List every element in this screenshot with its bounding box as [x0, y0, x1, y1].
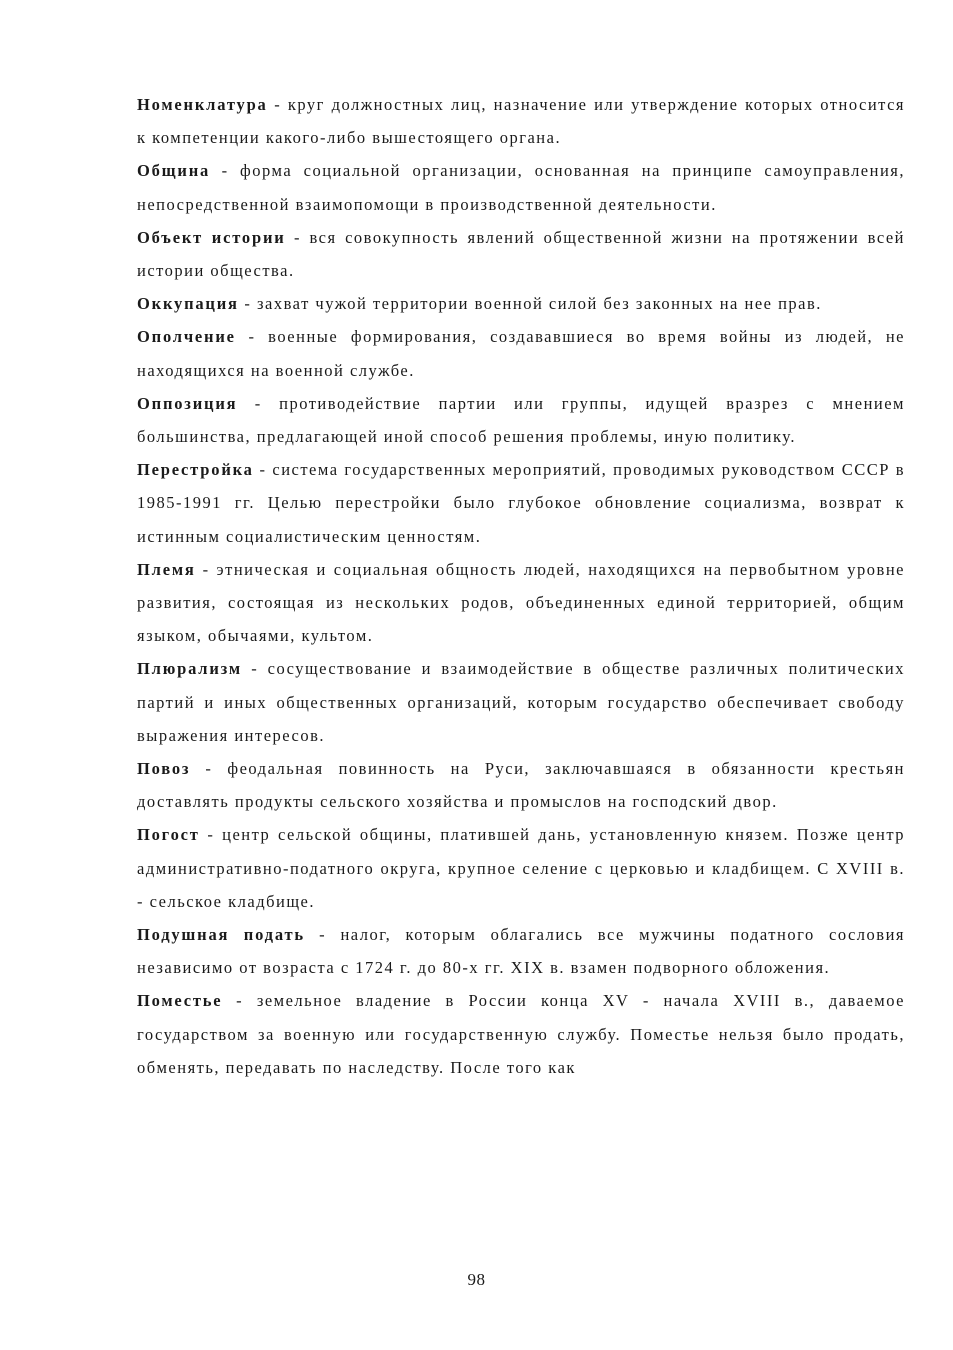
- entry-term: Поместье: [137, 991, 223, 1011]
- entry-definition: - круг должностных лиц, назначение или утверждение которых относится к компетенции какого-либо вышестоящего органа.: [137, 95, 905, 148]
- entry-plemya: [137, 553, 905, 653]
- entry-oppozitsiya: [137, 387, 905, 453]
- entry-definition: - захват чужой территории военной силой без законных на нее прав.: [238, 294, 822, 314]
- entry-term: Подушная подать: [137, 925, 305, 945]
- entry-plyuralizm: [137, 652, 905, 752]
- entry-pomestie: [137, 984, 905, 1084]
- entry-obekt-istorii: [137, 221, 905, 287]
- entry-definition: - форма социальной организации, основанная на принципе самоуправления, непосредственной взаимопомощи в производственной деятельности.: [137, 161, 905, 214]
- entry-term: Община: [137, 161, 211, 181]
- entry-okkupatsiya: [137, 287, 905, 320]
- entry-nomenklatura: [137, 88, 905, 154]
- entry-perestroyka: [137, 453, 905, 553]
- entry-term: Погост: [137, 825, 200, 845]
- entry-pogost: [137, 818, 905, 918]
- entry-term: Повоз: [137, 759, 191, 779]
- entry-definition: - этническая и социальная общность людей, находящихся на первобытном уровне развития, состоящая из нескольких родов, объединенных единой территорией, общим языком, обычаями, культом.: [137, 559, 905, 646]
- glossary-text: [137, 88, 905, 1084]
- entry-term: Племя: [137, 559, 196, 579]
- entry-definition: - земельное владение в России конца XV - начала XVIII в., даваемое государством за военную или государственную службу. Поместье нельзя было продать, обменять, передавать по наследству. После того как: [137, 991, 905, 1077]
- entry-definition: - система государственных мероприятий, проводимых руководством СССР в 1985-1991 гг. Целью перестройки было глубокое обновление социализма, возврат к истинным социалистическим ценностям.: [137, 460, 905, 546]
- entry-term: Номенклатура: [137, 95, 268, 114]
- entry-definition: - вся совокупность явлений общественной жизни на протяжении всей истории общества.: [137, 227, 905, 281]
- entry-term: Перестройка: [137, 460, 254, 480]
- entry-povoz: [137, 752, 905, 818]
- entry-definition: - налог, которым облагались все мужчины податного сословия независимо от возраста с 1724 г. до 80-х гг. XIX в. взамен подворного обложения.: [137, 925, 905, 978]
- entry-obshchina: [137, 154, 905, 220]
- entry-term: Объект истории: [137, 227, 286, 247]
- entry-opolchenie: [137, 320, 905, 386]
- entry-term: Ополчение: [137, 327, 236, 347]
- entry-term: Плюрализм: [137, 659, 242, 679]
- entry-definition: - военные формирования, создававшиеся во время войны из людей, не находящихся на военной службе.: [137, 327, 905, 380]
- entry-term: Оппозиция: [137, 393, 238, 413]
- entry-definition: - центр сельской общины, платившей дань, установленную князем. Позже центр административно-податного округа, крупное селение с церковью и кладбищем. С XVIII в. - сельское кладбище.: [137, 825, 905, 911]
- entry-podushnaya-podat: [137, 918, 905, 984]
- entry-definition: - противодействие партии или группы, идущей вразрез с мнением большинства, предлагающей иной способ решения проблемы, иную политику.: [137, 393, 905, 447]
- page-number: 98: [467, 1270, 486, 1289]
- entry-term: Оккупация: [137, 294, 239, 314]
- entry-definition: - сосуществование и взаимодействие в обществе различных политических партий и иных общественных организаций, которым государство обеспечивает свободу выражения интересов.: [137, 659, 905, 745]
- entry-definition: - феодальная повинность на Руси, заключавшаяся в обязанности крестьян доставлять продукты сельского хозяйства и промыслов на господский двор.: [137, 759, 905, 812]
